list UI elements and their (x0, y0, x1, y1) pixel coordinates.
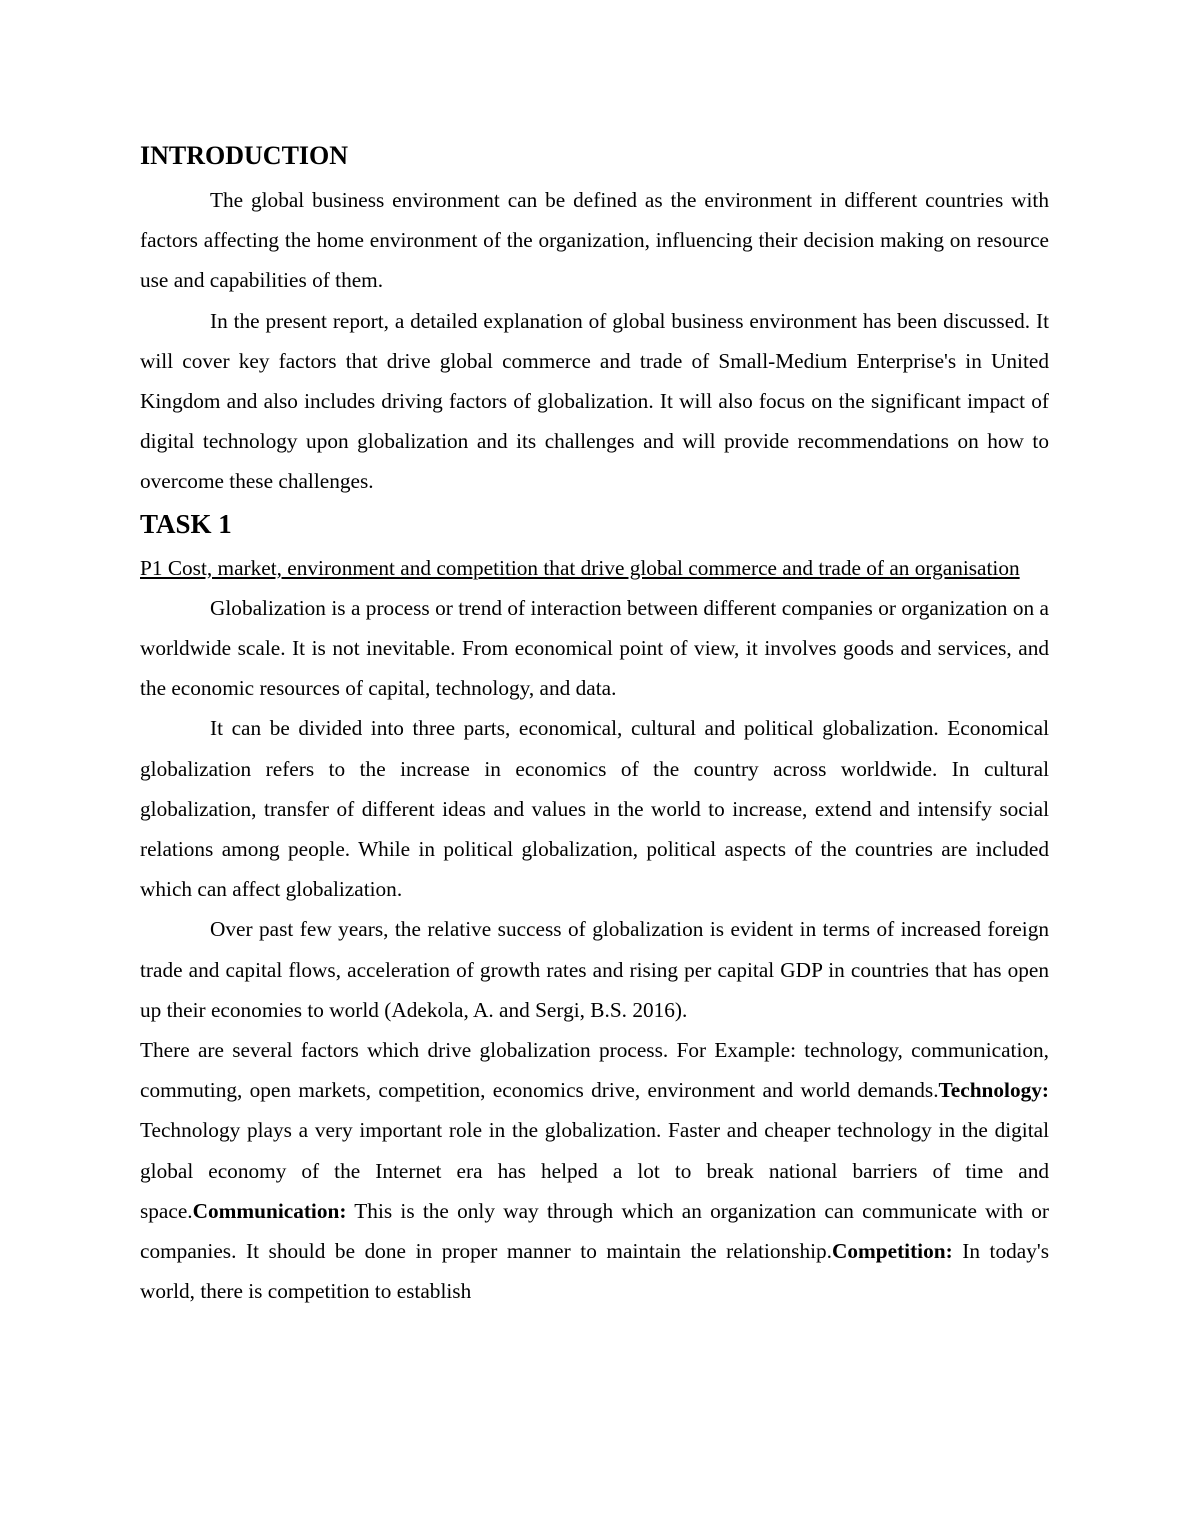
communication-text: This is the only way through which an organization can communicate with or companies. It should be done in proper manner to maintain the relationship. (140, 1198, 1049, 1264)
p1-subheading: P1 Cost, market, environment and competition that drive global commerce and trade of an organisation (140, 555, 1020, 580)
competition-text: In today's world, there is competition to establish (140, 1239, 1049, 1304)
factors-lead-text: There are several factors which drive globalization process. For Example: technology, communication, commuting, open markets, competition, economics drive, environment and world demands. (140, 1038, 1049, 1103)
communication-label: Communication: (192, 1198, 347, 1223)
document-page (140, 138, 1049, 1311)
technology-text: Technology plays a very important role in the globalization. Faster and cheaper technology in the digital global economy of the Internet era has helped a lot to break national barriers of time and space. (140, 1118, 1049, 1223)
introduction-heading: INTRODUCTION (140, 141, 349, 170)
technology-label: Technology: (938, 1078, 1049, 1103)
task1-paragraph-4 (140, 1030, 1049, 1311)
competition-label: Competition: (832, 1239, 953, 1264)
task1-paragraph-1: Globalization is a process or trend of interaction between different companies or organization on a worldwide scale. It is not inevitable. From economical point of view, it involves goods and services, and the economic resources of capital, technology, and data. (140, 595, 1049, 701)
task1-paragraph-3: Over past few years, the relative success of globalization is evident in terms of increased foreign trade and capital flows, acceleration of growth rates and rising per capital GDP in countries that has open up their economies to world (Adekola, A. and Sergi, B.S. 2016). (140, 917, 1049, 1022)
task1-paragraph-2: It can be divided into three parts, economical, cultural and political globalization. Economical globalization refers to the increase in economics of the country across worldwide. In cultural globalization, transfer of different ideas and values in the world to increase, extend and intensify social relations among people. While in political globalization, political aspects of the countries are included which can affect globalization. (140, 716, 1049, 902)
intro-paragraph-2: In the present report, a detailed explanation of global business environment has been discussed. It will cover key factors that drive global commerce and trade of Small-Medium Enterprise's in United Kingdom and also includes driving factors of globalization. It will also focus on the significant impact of digital technology upon globalization and its challenges and will provide recommendations on how to overcome these challenges. (140, 308, 1049, 494)
intro-paragraph-1: The global business environment can be defined as the environment in different countries with factors affecting the home environment of the organization, influencing their decision making on resource use and capabilities of them. (140, 188, 1049, 293)
task-1-heading: TASK 1 (140, 508, 232, 539)
